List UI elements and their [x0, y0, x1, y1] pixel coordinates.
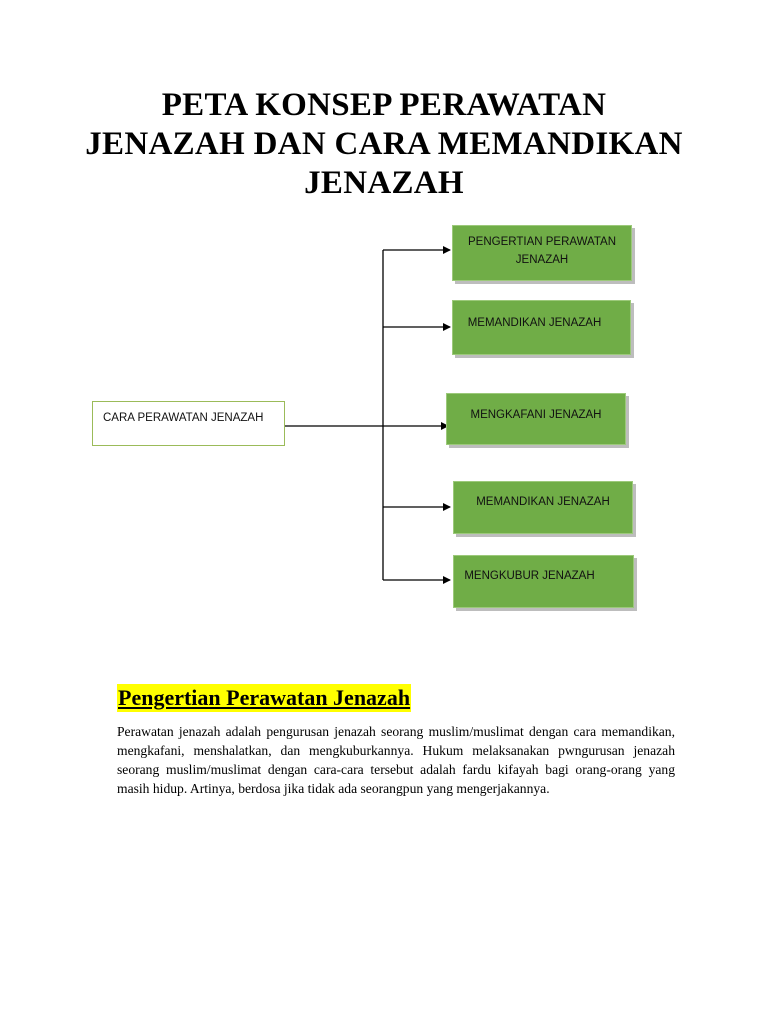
- node-label: MEMANDIKAN JENAZAH: [467, 317, 602, 329]
- node-label-line-2: JENAZAH: [515, 254, 569, 266]
- section-heading: Pengertian Perawatan Jenazah: [118, 685, 411, 710]
- title-line-3: JENAZAH: [304, 165, 464, 201]
- node-label: MENGKAFANI JENAZAH: [470, 409, 602, 421]
- title-line-2: JENAZAH DAN CARA MEMANDIKAN: [85, 126, 683, 162]
- concept-node-memandikan-2: [453, 481, 633, 534]
- root-node: [92, 401, 285, 446]
- node-label: MENGKUBUR JENAZAH: [464, 570, 595, 582]
- node-label: MEMANDIKAN JENAZAH: [476, 496, 610, 508]
- concept-node-mengkubur: [453, 555, 634, 608]
- concept-node-memandikan: [452, 300, 631, 355]
- section-paragraph: Perawatan jenazah adalah pengurusan jenazah seorang muslim/muslimat dengan cara memandikan, mengkafani, menshalatkan, dan mengkuburkannya. Hukum melaksanakan pwngurusan jenazah seorang muslim/muslimat dengan cara-cara tersebut adalah fardu kifayah bagi orang-orang yang masih hidup. Artinya, berdosa jika tidak ada seorangpun yang mengerjakannya.: [117, 724, 675, 796]
- concept-node-pengertian: [452, 225, 632, 281]
- concept-node-mengkafani: [446, 393, 626, 445]
- root-node-label: CARA PERAWATAN JENAZAH: [103, 412, 264, 424]
- node-label-line-1: PENGERTIAN PERAWATAN: [467, 236, 617, 248]
- title-line-1: PETA KONSEP PERAWATAN: [161, 87, 607, 123]
